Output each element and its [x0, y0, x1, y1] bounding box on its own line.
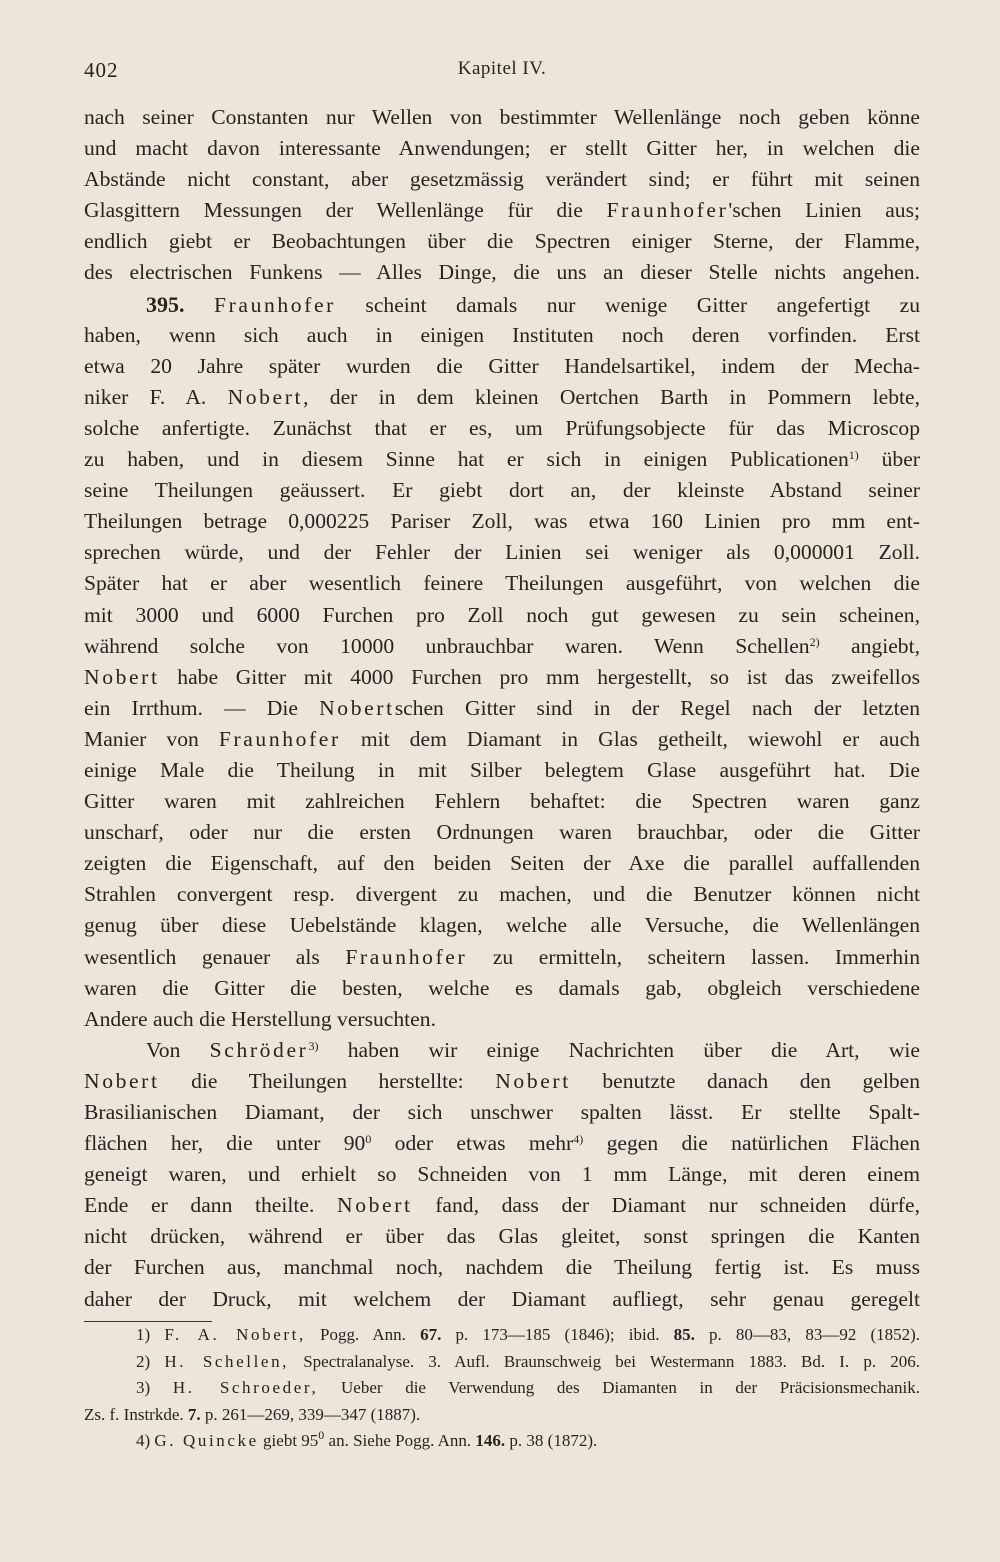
text-span: Glasgittern Messungen der Wellenlänge für die — [84, 198, 583, 223]
name-nobert: Nobert — [227, 384, 304, 409]
text-line: solche anfertigte. Zunächst that er es, um Prüfungsobjecte für das Microscop — [84, 415, 920, 440]
text-line: genug über diese Uebelstände klagen, welche alle Versuche, die Wellenlängen — [84, 913, 920, 938]
text-span: Ueber die Verwendung des Diamanten in der Präcisionsmechanik. — [341, 1378, 920, 1397]
text-line: unscharf, oder nur die ersten Ordnungen waren brauchbar, oder die Gitter — [84, 820, 920, 845]
text-span: , der in dem kleinen Oertchen Barth in Pommern lebte, — [303, 384, 920, 409]
text-line: nach seiner Constanten nur Wellen von bestimmter Wellenlänge noch geben könne — [84, 105, 920, 129]
text-span: Von — [146, 1037, 181, 1062]
text-line: Abstände nicht constant, aber gesetzmässig verändert sind; er führt mit seinen — [84, 167, 920, 192]
name-nobert: Nobert — [84, 664, 160, 689]
text-span: benutzte danach den gelben — [602, 1068, 920, 1093]
text-span: Ende er dann theilte. — [84, 1193, 315, 1218]
text-span: wesentlich genauer als — [84, 944, 320, 969]
text-span: zu haben, und in diesem Sinne hat er sich in einigen Publicationen — [84, 447, 849, 472]
footnote-3 — [84, 1375, 920, 1402]
text-span: gegen die natürlichen Flächen — [606, 1131, 920, 1156]
volume-number: 85. — [673, 1325, 695, 1344]
text-span: Zs. f. Instrkde. — [84, 1404, 184, 1424]
text-line — [84, 382, 920, 413]
text-line — [84, 1190, 920, 1221]
text-line: einige Male die Theilung in mit Silber belegtem Glase ausgeführt hat. Die — [84, 757, 920, 782]
page-number: 402 — [84, 58, 119, 82]
text-span: über — [881, 447, 920, 472]
footnote-ref: 3) — [308, 1038, 319, 1053]
name-nobert: Nobert — [319, 695, 395, 720]
text-line: haben, wenn sich auch in einigen Instituten noch deren vorfinden. Erst — [84, 322, 920, 347]
text-line — [84, 444, 920, 475]
footnote-author: H. Schellen, — [164, 1351, 290, 1371]
footnotes — [84, 1322, 920, 1455]
text-line: nicht drücken, während er über das Glas gleitet, sonst springen die Kanten — [84, 1224, 920, 1249]
volume-number: 7. — [187, 1404, 201, 1424]
text-line: Andere auch die Herstellung versuchten. — [84, 1006, 436, 1031]
text-span: die Theilungen herstellte: — [191, 1068, 464, 1093]
text-span: giebt 95 — [263, 1431, 319, 1450]
text-span: haben wir einige Nachrichten über die Art, wie — [347, 1037, 921, 1062]
text-span: flächen her, die unter 90 — [84, 1131, 366, 1156]
text-span: p. 173—185 (1846); ibid. — [455, 1325, 660, 1344]
name-nobert: Nobert — [495, 1068, 571, 1093]
name-fraunhofer: Fraunhofer — [218, 726, 341, 751]
footnote-number: 1) — [136, 1325, 151, 1344]
section-start-line — [84, 289, 920, 320]
footnote-author: H. Schroeder, — [172, 1378, 319, 1397]
text-line — [84, 1035, 920, 1066]
text-line — [84, 631, 920, 662]
text-line: seine Theilungen geäussert. Er giebt dort an, der kleinste Abstand seiner — [84, 478, 920, 503]
footnote-number: 3) — [136, 1378, 151, 1397]
text-span: zu ermitteln, scheitern lassen. Immerhin — [492, 944, 920, 969]
running-title: Kapitel IV. — [457, 58, 547, 79]
text-span: niker F. A. — [84, 384, 207, 409]
footnote-2 — [84, 1349, 920, 1376]
text-line: und macht davon interessante Anwendungen; er stellt Gitter her, in welchen die — [84, 136, 920, 161]
text-span: schen Gitter sind in der Regel nach der letzten — [394, 695, 920, 720]
text-line: zeigten die Eigenschaft, auf den beiden Seiten der Axe die parallel auffallenden — [84, 851, 920, 876]
footnote-author: G. Quincke — [154, 1431, 259, 1450]
text-line: waren die Gitter die besten, welche es damals gab, obgleich verschiedene — [84, 975, 920, 1000]
text-span: während solche von 10000 unbrauchbar waren. Wenn Schellen — [84, 633, 810, 658]
name-fraunhofer: Fraunhofer — [345, 944, 468, 969]
text-line — [84, 662, 920, 693]
main-text — [84, 102, 920, 1315]
text-line: geneigt waren, und erhielt so Schneiden von 1 mm Länge, mit deren einem — [84, 1162, 920, 1187]
text-line: Gitter waren mit zahlreichen Fehlern behaftet: die Spectren waren ganz — [84, 789, 920, 814]
name-schroeder: Schröder — [209, 1037, 309, 1062]
name-fraunhofer: Fraunhofer — [606, 198, 729, 223]
text-span: p. 38 (1872). — [509, 1431, 598, 1450]
name-fraunhofer: Fraunhofer — [213, 292, 336, 317]
text-line: etwa 20 Jahre später wurden die Gitter Handelsartikel, indem der Mecha- — [84, 353, 920, 378]
footnote-ref: 1) — [848, 448, 859, 463]
text-span: fand, dass der Diamant nur schneiden dürfe, — [435, 1193, 920, 1218]
text-line — [84, 195, 920, 226]
degree-mark: 0 — [318, 1428, 325, 1442]
footnote-number: 4) — [136, 1431, 151, 1450]
text-line: mit 3000 und 6000 Furchen pro Zoll noch gut gewesen zu sein scheinen, — [84, 602, 920, 627]
page-header — [84, 58, 920, 92]
text-span: angiebt, — [851, 633, 920, 658]
text-span: mit dem Diamant in Glas getheilt, wiewohl er auch — [360, 726, 920, 751]
name-nobert: Nobert — [84, 1068, 160, 1093]
text-span: 'schen Linien aus; — [728, 198, 920, 223]
text-span: Pogg. Ann. — [319, 1325, 406, 1344]
text-span: habe Gitter mit 4000 Furchen pro mm hergestellt, so ist das zweifellos — [177, 664, 920, 689]
footnote-3-continued — [84, 1402, 920, 1429]
text-line — [84, 1066, 920, 1097]
text-line: Später hat er aber wesentlich feinere Theilungen ausgeführt, von welchen die — [84, 571, 920, 596]
degree-mark: 0 — [365, 1132, 372, 1147]
text-span: oder etwas mehr — [394, 1131, 574, 1156]
name-nobert: Nobert — [337, 1193, 413, 1218]
text-line: daher der Druck, mit welchem der Diamant aufliegt, sehr genau geregelt — [84, 1286, 920, 1311]
text-span: scheint damals nur wenige Gitter angefertigt zu — [365, 292, 921, 317]
volume-number: 67. — [420, 1325, 442, 1344]
footnote-ref: 2) — [809, 634, 820, 649]
section-number: 395. — [146, 291, 185, 317]
text-line: Theilungen betrage 0,000225 Pariser Zoll, was etwa 160 Linien pro mm ent- — [84, 509, 920, 534]
text-line — [84, 693, 920, 724]
text-span: p. 261—269, 339—347 (1887). — [204, 1404, 421, 1424]
text-line: Brasilianischen Diamant, der sich unschwer spalten lässt. Er stellte Spalt- — [84, 1100, 920, 1124]
text-span: an. Siehe Pogg. Ann. — [328, 1431, 472, 1450]
text-span: Spectralanalyse. 3. Aufl. Braunschweig bei Westermann 1883. Bd. I. p. 206. — [303, 1351, 921, 1371]
text-span: Manier von — [84, 726, 199, 751]
volume-number: 146. — [475, 1431, 506, 1450]
footnote-ref: 4) — [573, 1132, 584, 1147]
text-line: sprechen würde, und der Fehler der Linien sei weniger als 0,000001 Zoll. — [84, 540, 920, 565]
footnote-1 — [84, 1322, 920, 1349]
text-line — [84, 942, 920, 973]
text-line — [84, 724, 920, 755]
text-span: p. 80—83, 83—92 (1852). — [709, 1325, 921, 1344]
text-line: Strahlen convergent resp. divergent zu machen, und die Benutzer können nicht — [84, 882, 920, 907]
text-line: endlich giebt er Beobachtungen über die Spectren einiger Sterne, der Flamme, — [84, 229, 920, 254]
text-line — [84, 1128, 920, 1159]
text-line: der Furchen aus, manchmal noch, nachdem die Theilung fertig ist. Es muss — [84, 1255, 920, 1280]
text-line: des electrischen Funkens — Alles Dinge, die uns an dieser Stelle nichts angehen. — [84, 260, 920, 285]
text-span: ein Irrthum. — Die — [84, 695, 298, 720]
footnote-author: F. A. Nobert, — [164, 1325, 306, 1344]
footnote-number: 2) — [136, 1351, 151, 1371]
footnote-4 — [84, 1428, 920, 1455]
